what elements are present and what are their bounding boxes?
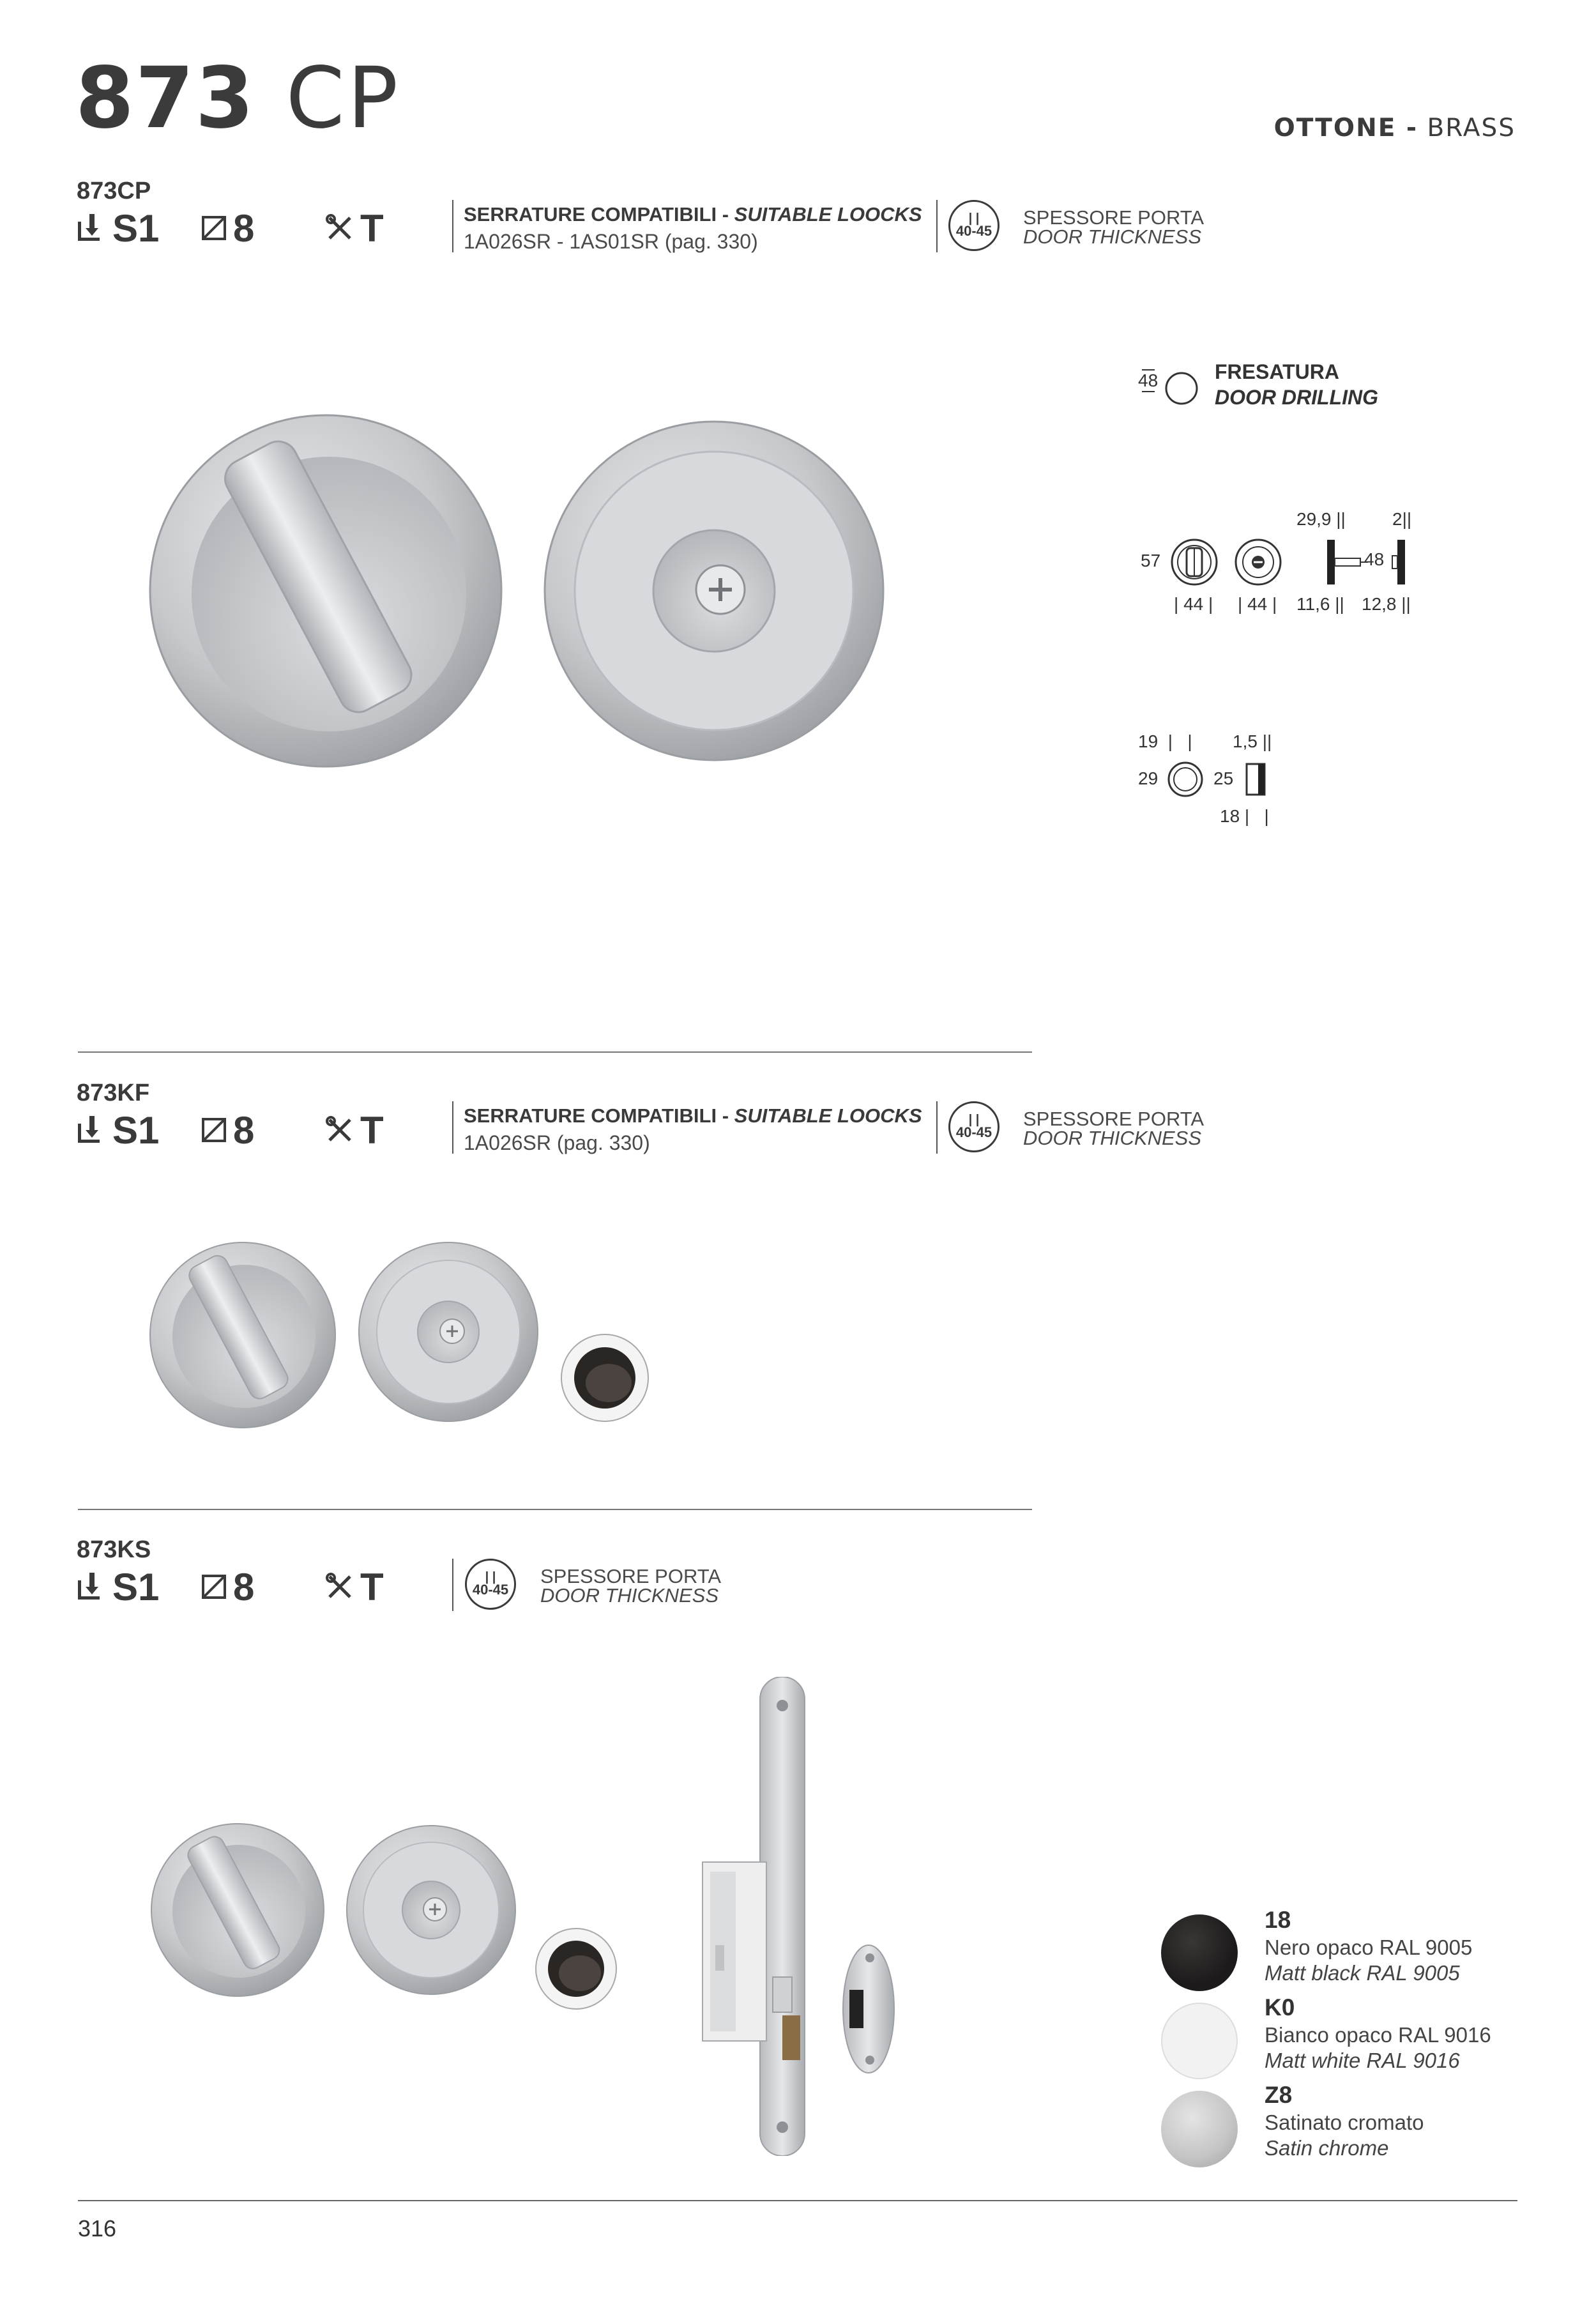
sliding-door-spec [77, 1565, 159, 1609]
dim-19-value: 19 [1138, 731, 1159, 751]
thickness-label [540, 1567, 721, 1605]
drilling-label [1215, 359, 1378, 410]
thickness-badge-value: 40-45 [955, 223, 992, 239]
tool-label: T [360, 1565, 384, 1608]
tool-label: T [360, 1108, 384, 1152]
thickness-label-it: SPESSORE PORTA [540, 1565, 722, 1587]
material-light: BRASS [1427, 114, 1516, 142]
square-spindle-icon [201, 1117, 227, 1143]
product-icons [77, 1564, 460, 1609]
emergency-release-rosette-image [358, 1238, 540, 1426]
dim-44a-value: 44 [1183, 594, 1204, 614]
tool-spec [326, 1565, 384, 1609]
finish-name [1265, 2110, 1424, 2161]
product-code: 873KS [77, 1536, 151, 1563]
finish-swatch-white [1161, 2003, 1238, 2079]
finish-name [1265, 1935, 1472, 1986]
model-number: 873 [75, 49, 255, 148]
thickness-label-en: DOOR THICKNESS [540, 1584, 719, 1607]
product-code: 873CP [77, 178, 151, 204]
finish-name-en: Matt white RAL 9016 [1265, 2049, 1460, 2072]
rosette-back-drawing [1233, 537, 1284, 588]
thickness-badge-value: 40-45 [955, 1124, 992, 1140]
drilling-circle-icon [1164, 370, 1199, 406]
dim-29-9-value: 29,9 [1296, 509, 1332, 529]
thickness-badge-value: 40-45 [472, 1582, 509, 1598]
door-thickness-icon: | | 40-45 [948, 1101, 999, 1152]
sliding-door-icon [77, 1571, 105, 1602]
dim-18: 18 | | [1220, 806, 1269, 826]
dim-12-8-value: 12,8 [1362, 594, 1397, 614]
finish-name-en: Satin chrome [1265, 2136, 1389, 2160]
thickness-label-it: SPESSORE PORTA [1023, 1108, 1205, 1130]
tool-spec [326, 1108, 384, 1152]
divider [936, 200, 938, 252]
dim-44b-value: 44 [1247, 594, 1268, 614]
finish-name [1265, 2022, 1491, 2074]
divider [452, 200, 453, 252]
page-title [75, 49, 401, 148]
locks-heading [464, 203, 922, 226]
privacy-turn-rosette-image [148, 1821, 327, 1999]
privacy-turn-rosette-image [144, 409, 508, 773]
drilling-diameter [1138, 369, 1158, 392]
square-spindle-icon [201, 215, 227, 241]
square-spec [201, 1565, 254, 1609]
dim-44a: | 44 | [1174, 594, 1213, 614]
footer-divider [78, 2200, 1517, 2201]
dim-11-6: 11,6 || [1296, 594, 1344, 614]
tool-label: T [360, 206, 384, 250]
sliding-door-spec [77, 1108, 159, 1152]
privacy-turn-rosette-image [147, 1239, 338, 1431]
locks-heading [464, 1104, 922, 1127]
divider [452, 1101, 453, 1154]
s-label: S1 [112, 1108, 160, 1152]
tools-icon [326, 214, 354, 242]
product-icons [77, 206, 460, 250]
sliding-door-spec [77, 206, 159, 250]
section-divider [78, 1509, 1032, 1510]
dim-1-5-value: 1,5 [1233, 731, 1258, 751]
drilling-label-en: DOOR DRILLING [1215, 386, 1378, 409]
dim-2-value: 2 [1392, 509, 1402, 529]
finish-name-en: Matt black RAL 9005 [1265, 1961, 1460, 1985]
sliding-door-icon [77, 1115, 105, 1145]
dim-19: 19 | | [1138, 731, 1192, 751]
pull-side-drawing [1390, 537, 1409, 588]
locks-heading-it: SERRATURE COMPATIBILI - [464, 203, 734, 225]
tools-icon [326, 1116, 354, 1144]
finish-swatch-black [1161, 1914, 1238, 1991]
rosette-front-drawing [1169, 537, 1220, 588]
model-suffix: CP [285, 49, 401, 148]
cup-side-drawing [1244, 760, 1270, 798]
door-thickness-icon: | | 40-45 [465, 1559, 516, 1610]
locks-values: 1A026SR - 1AS01SR (pag. 330) [464, 230, 758, 253]
tool-spec [326, 206, 384, 250]
locks-heading-it: SERRATURE COMPATIBILI - [464, 1104, 734, 1127]
dim-12-8: 12,8 || [1362, 594, 1411, 614]
cup-front-drawing [1166, 760, 1205, 798]
emergency-release-rosette-image [542, 412, 886, 770]
door-thickness-icon: | | 40-45 [948, 200, 999, 251]
square-label: 8 [233, 1565, 255, 1608]
dim-48: 48 [1364, 549, 1385, 569]
product-icons [77, 1108, 460, 1152]
sliding-door-lock-image [696, 1677, 907, 2156]
dim-29: 29 [1138, 768, 1159, 788]
tools-icon [326, 1573, 354, 1601]
section-divider [78, 1051, 1032, 1053]
locks-heading-en: SUITABLE LOOCKS [734, 203, 922, 225]
emergency-release-rosette-image [345, 1821, 517, 1999]
product-code: 873KF [77, 1080, 150, 1106]
finish-name-it: Bianco opaco RAL 9016 [1265, 2023, 1491, 2047]
thickness-label [1023, 208, 1204, 247]
thickness-label-en: DOOR THICKNESS [1023, 1127, 1202, 1149]
s-label: S1 [112, 206, 160, 250]
thickness-label-it: SPESSORE PORTA [1023, 206, 1205, 229]
square-spindle-icon [201, 1574, 227, 1600]
sliding-door-icon [77, 213, 105, 243]
square-spec [201, 206, 254, 250]
dim-44b: | 44 | [1238, 594, 1277, 614]
locks-values: 1A026SR (pag. 330) [464, 1131, 650, 1154]
divider [936, 1101, 938, 1154]
finger-pull-cup-image [559, 1332, 651, 1425]
finish-swatch-chrome [1161, 2091, 1238, 2167]
page-number: 316 [78, 2215, 117, 2242]
dim-29-9: 29,9 || [1296, 509, 1346, 529]
thickness-label-en: DOOR THICKNESS [1023, 225, 1202, 248]
square-label: 8 [233, 206, 255, 250]
finish-code: 18 [1265, 1907, 1291, 1933]
locks-heading-en: SUITABLE LOOCKS [734, 1104, 922, 1127]
dim-57: 57 [1141, 551, 1161, 570]
drilling-label-it: FRESATURA [1215, 360, 1339, 383]
dim-18-value: 18 [1220, 806, 1240, 826]
dim-25: 25 [1213, 768, 1234, 788]
finish-name-it: Satinato cromato [1265, 2111, 1424, 2134]
finishes-list [1161, 1907, 1519, 2175]
thickness-label [1023, 1110, 1204, 1148]
material-bold: OTTONE - [1273, 114, 1418, 142]
drilling-diameter-value: 48 [1138, 370, 1159, 390]
square-label: 8 [233, 1108, 255, 1152]
dim-2: 2|| [1392, 509, 1412, 529]
dim-11-6-value: 11,6 [1296, 594, 1330, 614]
finger-pull-cup-image [533, 1926, 619, 2012]
finish-code: K0 [1265, 1994, 1295, 2020]
s-label: S1 [112, 1565, 160, 1608]
divider [452, 1559, 453, 1611]
square-spec [201, 1108, 254, 1152]
material-label [1274, 114, 1516, 142]
finish-code: Z8 [1265, 2082, 1293, 2108]
finish-name-it: Nero opaco RAL 9005 [1265, 1936, 1473, 1959]
dim-1-5: 1,5 || [1233, 731, 1272, 751]
